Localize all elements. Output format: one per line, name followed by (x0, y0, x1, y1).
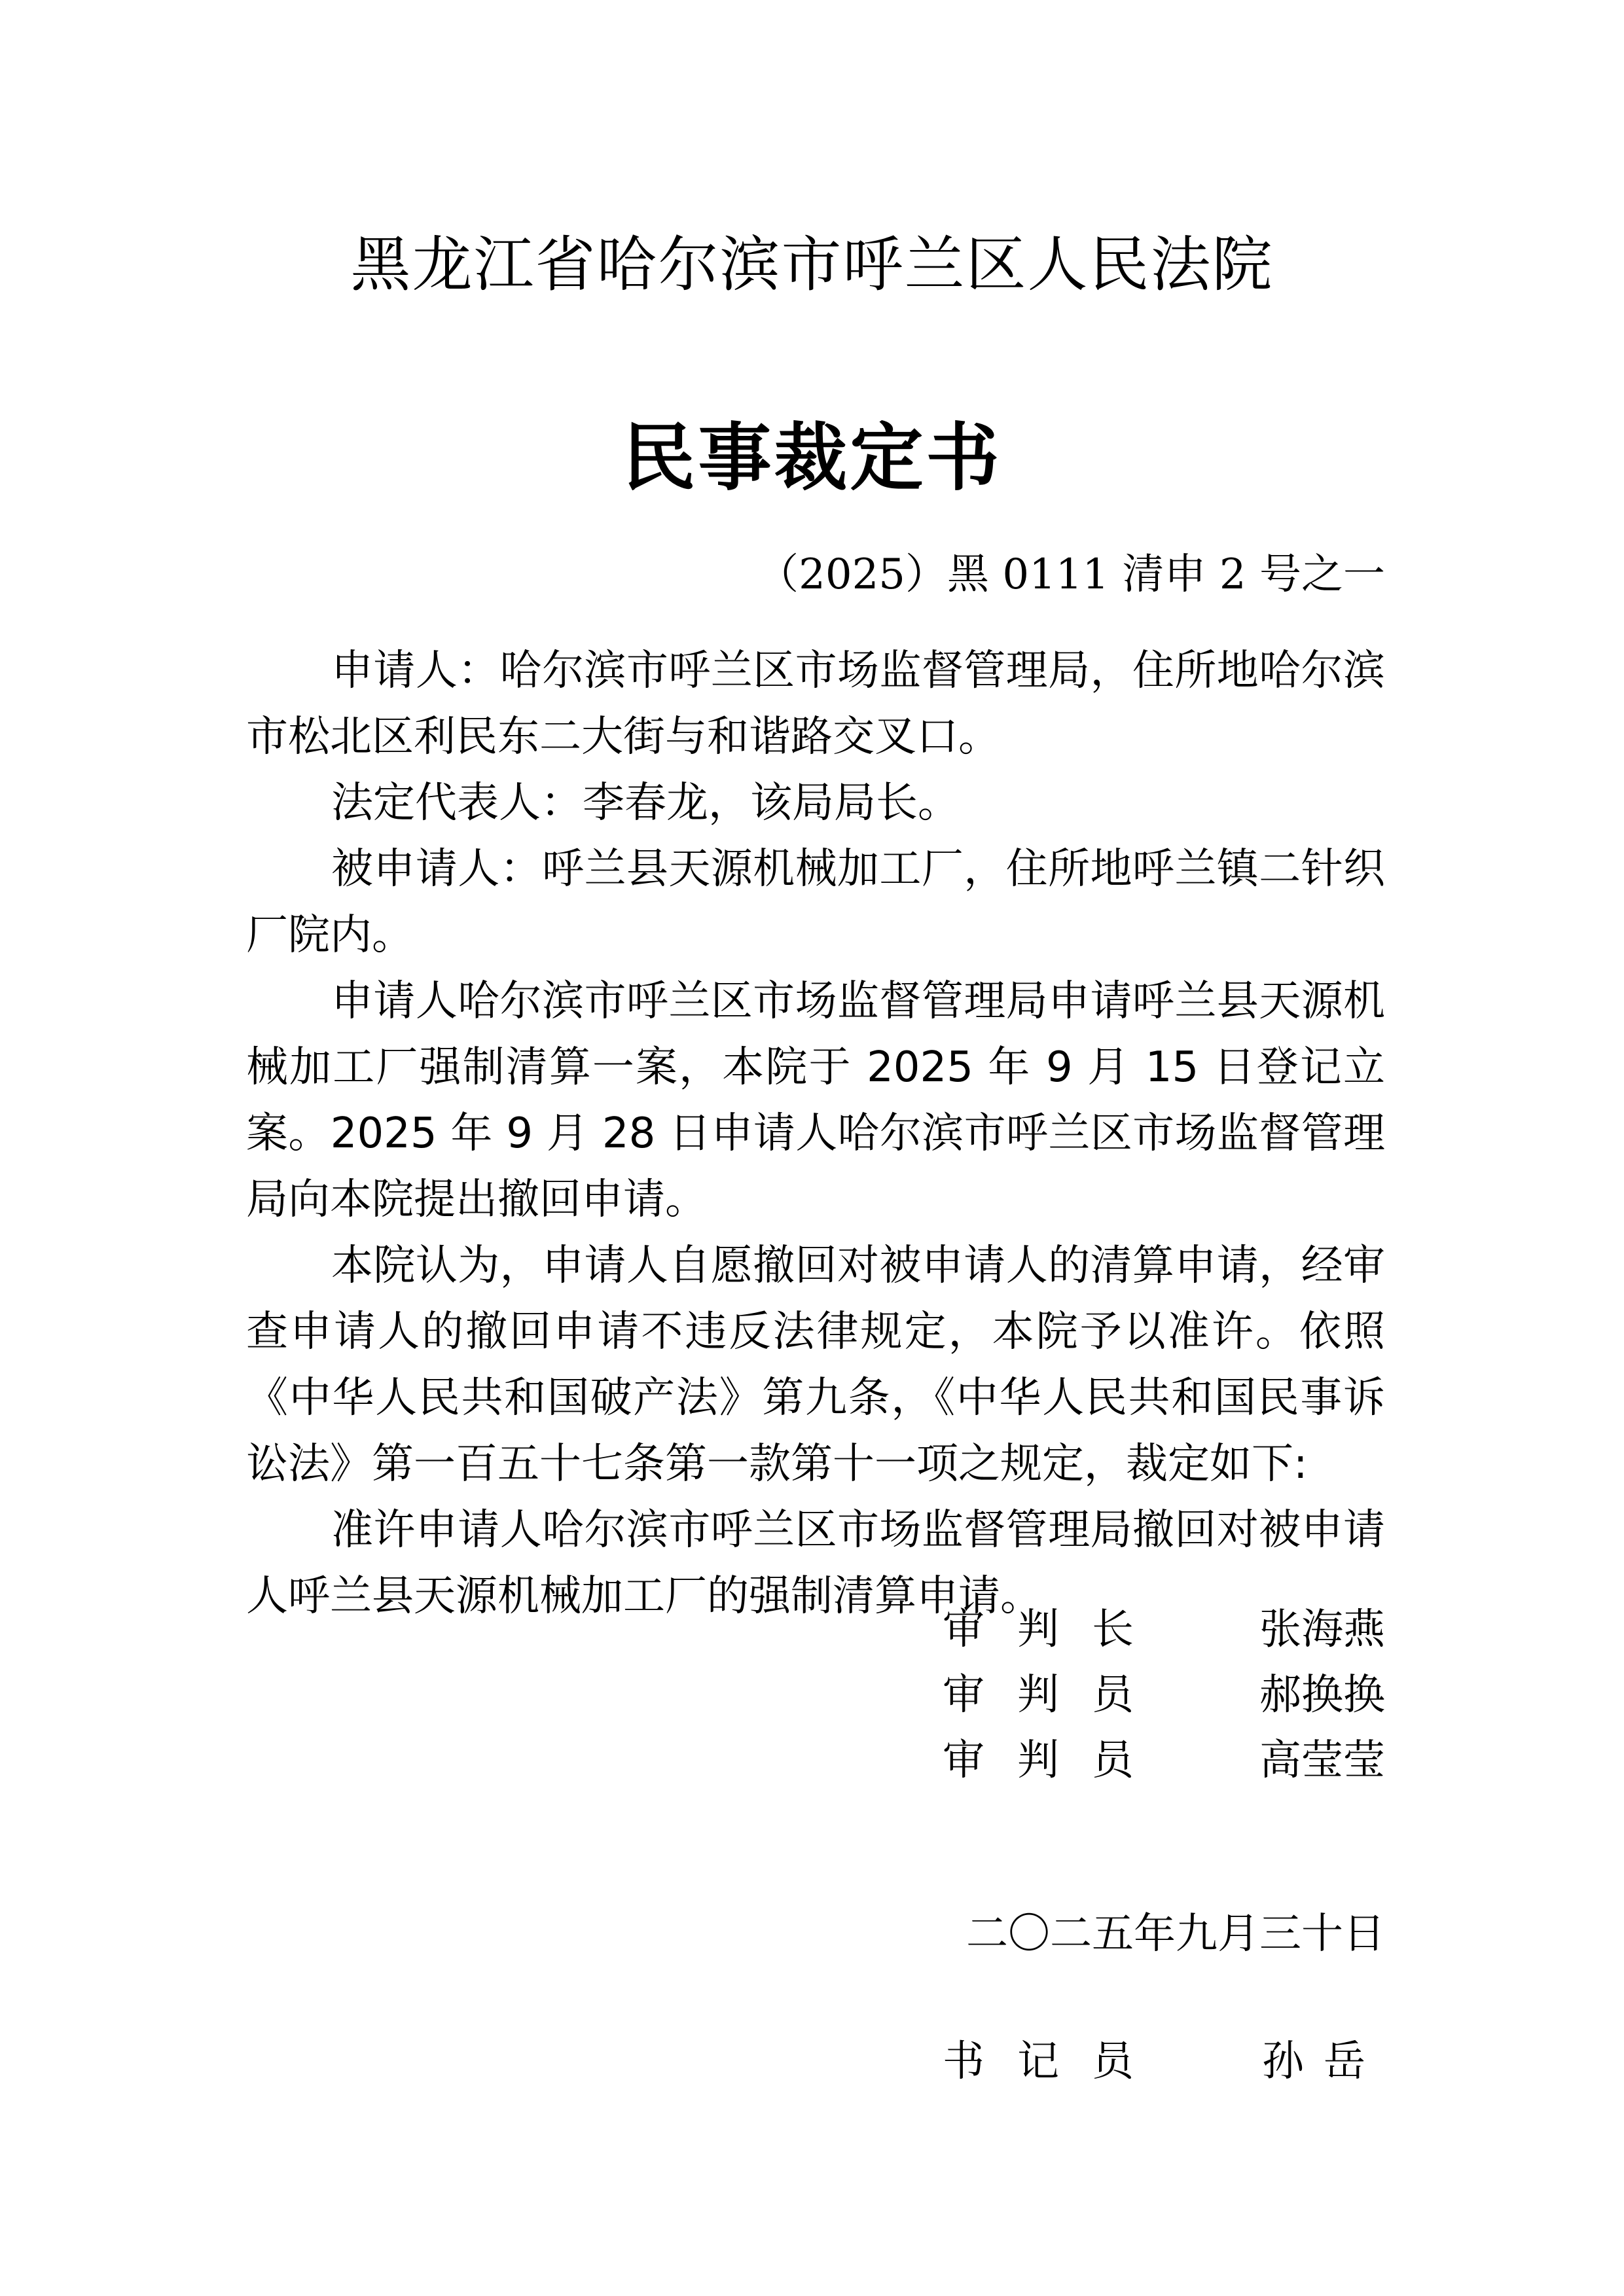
judge-name: 郝换换 (1259, 1671, 1385, 1719)
paragraph-respondent: 被申请人：呼兰县天源机械加工厂，住所地呼兰镇二针织厂院内。 (246, 845, 1385, 960)
paragraph-court-opinion: 本院认为，申请人自愿撤回对被申请人的清算申请，经审查申请人的撤回申请不违反法律规定，本院予以准许。依照《中华人民共和国破产法》第九条，《中华人民共和国民事诉讼法》第一百五十七条第一款第十一项之规定，裁定如下: (246, 1242, 1385, 1488)
clerk-signature-block (943, 2029, 1385, 2094)
clerk-role: 书记员 (943, 2037, 1166, 2086)
ruling-body (246, 638, 1385, 1630)
judge-row (943, 1662, 1385, 1728)
court-name: 黑龙江省哈尔滨市呼兰区人民法院 (350, 230, 1274, 300)
paragraph-case-history: 申请人哈尔滨市呼兰区市场监督管理局申请呼兰县天源机械加工厂强制清算一案，本院于 2025 年 9 月 15 日登记立案。2025 年 9 月 28 日申请人哈尔滨市呼兰区市场监督管理局向本院提出撤回申请。 (246, 977, 1385, 1224)
judge-row (943, 1597, 1385, 1662)
ruling-date: 二〇二五年九月三十日 (966, 1910, 1385, 1958)
paragraph-ruling: 准许申请人哈尔滨市呼兰区市场监督管理局撤回对被申请人呼兰县天源机械加工厂的强制清算申请。 (246, 1506, 1385, 1621)
judge-name: 张海燕 (1259, 1605, 1385, 1654)
paragraph-legal-representative: 法定代表人：李春龙，该局局长。 (331, 779, 960, 827)
judge-role: 审判员 (943, 1671, 1166, 1719)
judge-row (943, 1728, 1385, 1793)
judge-role: 审判长 (943, 1605, 1166, 1654)
judges-signature-block (943, 1597, 1385, 1793)
clerk-name: 孙岳 (1262, 2037, 1385, 2086)
judge-role: 审判员 (943, 1736, 1166, 1785)
judge-name: 高莹莹 (1259, 1736, 1385, 1785)
clerk-row (943, 2029, 1385, 2094)
document-title: 民事裁定书 (622, 416, 1002, 501)
paragraph-applicant: 申请人：哈尔滨市呼兰区市场监督管理局，住所地哈尔滨市松北区利民东二大街与和谐路交叉口。 (246, 647, 1385, 761)
case-number: （2025）黑 0111 清申 2 号之一 (757, 550, 1385, 599)
